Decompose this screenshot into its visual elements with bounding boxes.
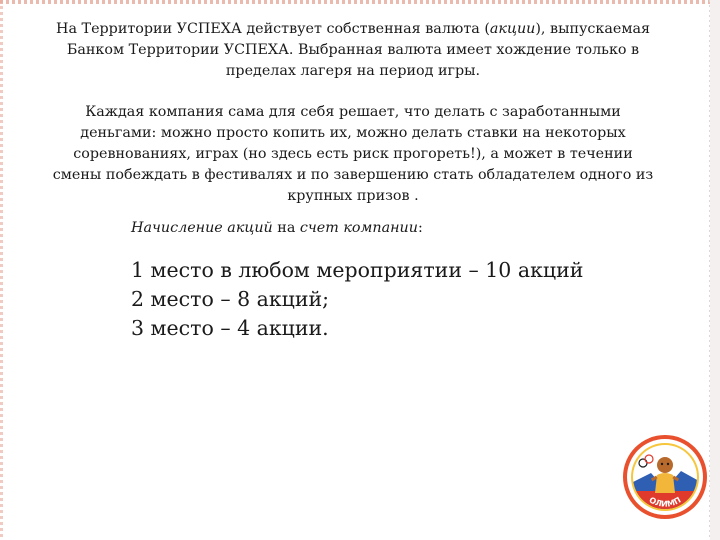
awards-list [131,256,583,343]
heading-part-1: Начисление акций [131,220,273,236]
body-paragraph: Каждая компания сама для себя решает, что делать с заработанными деньгами: можно просто копить их, можно делать ставки на некоторых соревнованиях, играх (но здесь есть риск прогореть!), а может в течении смены побеждать в фестивалях и по завершению стать обладателем одного из крупных призов . [52,104,654,204]
heading-part-2: на [272,220,300,236]
camp-emblem-icon [621,433,709,521]
award-item-2: 2 место – 8 акций; [131,287,330,311]
currency-word: акции [489,21,536,37]
heading-part-3: счет компании [299,220,418,236]
left-border [0,0,3,540]
intro-paragraph [50,19,656,82]
svg-text:ОЛИМП: ОЛИМП [647,495,683,509]
awards-heading [131,218,423,238]
award-item-3: 3 место – 4 акции. [131,316,329,340]
top-border [0,0,720,4]
intro-text-end: ), выпускаемая Банком Территории УСПЕХА. Выбранная валюта имеет хождение только в пределах лагеря на период игры. [66,21,650,79]
intro-text-start: На Территории УСПЕХА действует собственная валюта ( [56,21,490,37]
right-border [709,0,710,540]
heading-part-4: : [417,220,423,236]
right-band [710,0,720,540]
award-item-1: 1 место в любом мероприятии – 10 акций [131,258,584,282]
